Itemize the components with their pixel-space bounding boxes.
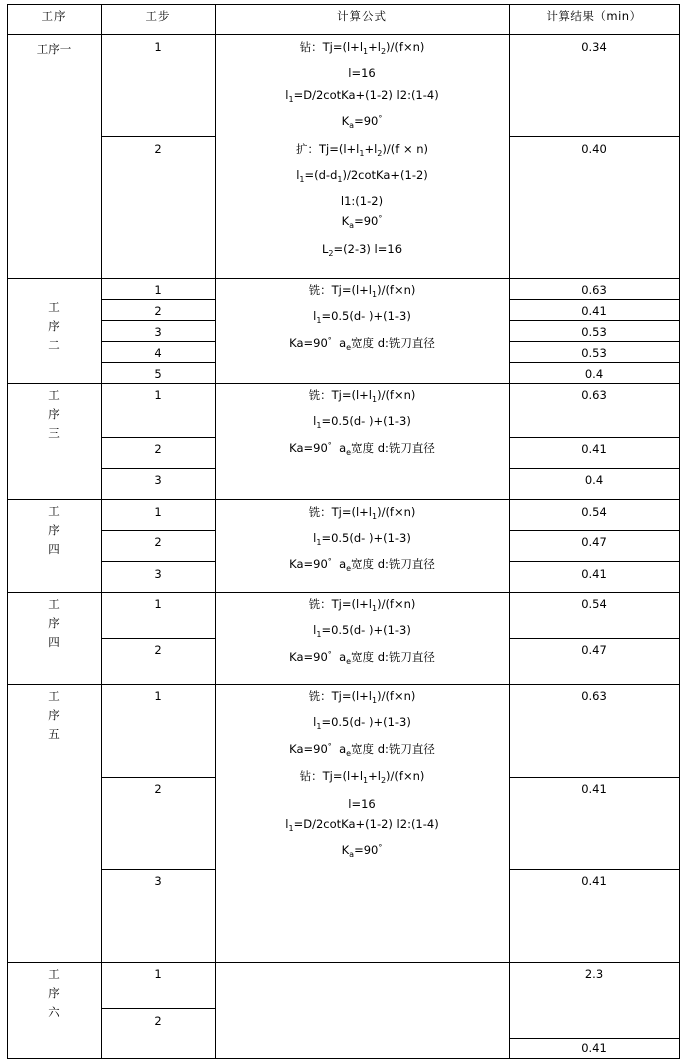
result-value: 0.47 <box>581 643 607 657</box>
row-divider <box>509 468 679 469</box>
formula-line: $l_1=0.5(d-$ )+(1-3) <box>313 715 411 731</box>
stage-divider <box>7 962 679 963</box>
row-divider <box>101 638 215 639</box>
formula-line: Ka=90° $a_e$宽度 d:铣刀直径 <box>289 742 435 758</box>
stage-divider <box>7 592 679 593</box>
formula-line: $l_1=0.5(d-$ )+(1-3) <box>313 414 411 430</box>
step-number: 1 <box>154 689 162 703</box>
column-divider <box>509 4 510 1059</box>
row-divider <box>509 341 679 342</box>
step-number: 2 <box>154 142 162 156</box>
formula-line: $l_1=0.5(d-$ )+(1-3) <box>313 531 411 547</box>
header-divider <box>7 34 679 35</box>
row-divider <box>101 320 215 321</box>
stage-label: 工 序 四 <box>48 504 60 556</box>
step-number: 2 <box>154 1014 162 1028</box>
row-divider <box>101 136 215 137</box>
row-divider <box>509 437 679 438</box>
result-value: 0.41 <box>581 442 607 456</box>
stage-label: 工 序 二 <box>48 300 60 352</box>
step-number: 1 <box>154 967 162 981</box>
row-divider <box>509 320 679 321</box>
step-number: 1 <box>154 283 162 297</box>
row-divider <box>509 777 679 778</box>
result-value: 0.54 <box>581 597 607 611</box>
formula-line: 钻：$Tj=(l+l_1+l_2)/(f\times n)$ <box>299 40 425 56</box>
formula-line: $l_1=(d-d_1)/2cotKa+(1-2)$ <box>296 168 428 184</box>
stage-label: 工 序 六 <box>48 967 60 1019</box>
formula-line: $l_1=D/2cotKa+(1-2)$ l2:(1-4) <box>285 88 439 104</box>
row-divider <box>509 1038 679 1039</box>
step-number: 1 <box>154 40 162 54</box>
column-divider <box>215 4 216 1059</box>
row-divider <box>101 362 215 363</box>
row-divider <box>101 341 215 342</box>
result-value: 0.34 <box>581 40 607 54</box>
result-value: 0.47 <box>581 535 607 549</box>
stage-label: 工序一 <box>36 42 72 56</box>
formula-line: Ka=90° $a_e$宽度 d:铣刀直径 <box>289 650 435 666</box>
formula-line: $l_1=D/2cotKa+(1-2)$ l2:(1-4) <box>285 817 439 833</box>
step-number: 3 <box>154 874 162 888</box>
step-number: 4 <box>154 346 162 360</box>
result-value: 0.41 <box>581 874 607 888</box>
table-border-left <box>7 4 8 1059</box>
result-value: 0.53 <box>581 325 607 339</box>
step-number: 3 <box>154 567 162 581</box>
result-value: 0.40 <box>581 142 607 156</box>
result-value: 0.63 <box>581 283 607 297</box>
header-process: 工序 <box>41 9 67 23</box>
step-number: 1 <box>154 388 162 402</box>
result-value: 0.4 <box>584 367 604 381</box>
formula-line: l1:(1-2) <box>340 194 384 208</box>
formula-line: $l_1=0.5(d-$ )+(1-3) <box>313 309 411 325</box>
step-number: 1 <box>154 597 162 611</box>
row-divider <box>509 136 679 137</box>
result-value: 0.41 <box>581 1041 607 1055</box>
row-divider <box>101 530 215 531</box>
row-divider <box>509 530 679 531</box>
step-number: 2 <box>154 535 162 549</box>
formula-line: $L_2=(2-3)$ l=16 <box>321 242 403 258</box>
formula-line: $K_a=90^\circ$ <box>341 214 383 230</box>
row-divider <box>101 437 215 438</box>
result-value: 0.63 <box>581 388 607 402</box>
result-value: 2.3 <box>584 967 604 981</box>
row-divider <box>509 869 679 870</box>
formula-line: 铣：$Tj=(l+l_1)/(f\times n)$ <box>308 388 416 404</box>
table-border-top <box>7 4 679 5</box>
formula-line: $l_1=0.5(d-$ )+(1-3) <box>313 623 411 639</box>
stage-divider <box>7 499 679 500</box>
result-value: 0.53 <box>581 346 607 360</box>
formula-line: Ka=90° $a_e$宽度 d:铣刀直径 <box>289 336 435 352</box>
stage-label: 工 序 四 <box>48 597 60 649</box>
formula-line: 扩：$Tj=(l+l_1+l_2)/(f \times n)$ <box>295 142 429 158</box>
stage-label: 工 序 三 <box>48 388 60 440</box>
formula-line: 铣：$Tj=(l+l_1)/(f\times n)$ <box>308 505 416 521</box>
row-divider <box>101 869 215 870</box>
formula-line: 钻：$Tj=(l+l_1+l_2)/(f\times n)$ <box>299 769 425 785</box>
stage-label: 工 序 五 <box>48 689 60 741</box>
formula-line: 铣：$Tj=(l+l_1)/(f\times n)$ <box>308 689 416 705</box>
row-divider <box>509 561 679 562</box>
step-number: 2 <box>154 442 162 456</box>
row-divider <box>509 362 679 363</box>
formula-line: $K_a=90^\circ$ <box>341 114 383 130</box>
stage-divider <box>7 383 679 384</box>
row-divider <box>101 1008 215 1009</box>
table-border-bottom <box>7 1058 679 1059</box>
result-value: 0.54 <box>581 505 607 519</box>
formula-line: Ka=90° $a_e$宽度 d:铣刀直径 <box>289 441 435 457</box>
row-divider <box>101 777 215 778</box>
stage-divider <box>7 278 679 279</box>
formula-line: 铣：$Tj=(l+l_1)/(f\times n)$ <box>308 283 416 299</box>
result-value: 0.41 <box>581 782 607 796</box>
formula-line: l=16 <box>348 797 376 811</box>
step-number: 5 <box>154 367 162 381</box>
step-number: 3 <box>154 325 162 339</box>
table-border-right <box>679 4 680 1059</box>
formula-line: Ka=90° $a_e$宽度 d:铣刀直径 <box>289 557 435 573</box>
row-divider <box>101 468 215 469</box>
stage-divider <box>7 684 679 685</box>
result-value: 0.4 <box>584 473 604 487</box>
row-divider <box>509 638 679 639</box>
row-divider <box>101 561 215 562</box>
header-result: 计算结果（min） <box>546 9 642 23</box>
step-number: 2 <box>154 782 162 796</box>
row-divider <box>509 299 679 300</box>
result-value: 0.41 <box>581 304 607 318</box>
formula-line: l=16 <box>348 66 376 80</box>
step-number: 2 <box>154 304 162 318</box>
result-value: 0.41 <box>581 567 607 581</box>
formula-line: 铣：$Tj=(l+l_1)/(f\times n)$ <box>308 597 416 613</box>
column-divider <box>101 4 102 1059</box>
header-formula: 计算公式 <box>337 9 387 23</box>
header-step: 工步 <box>145 9 171 23</box>
step-number: 3 <box>154 473 162 487</box>
formula-line: $K_a=90^\circ$ <box>341 843 383 859</box>
row-divider <box>101 299 215 300</box>
result-value: 0.63 <box>581 689 607 703</box>
step-number: 1 <box>154 505 162 519</box>
step-number: 2 <box>154 643 162 657</box>
